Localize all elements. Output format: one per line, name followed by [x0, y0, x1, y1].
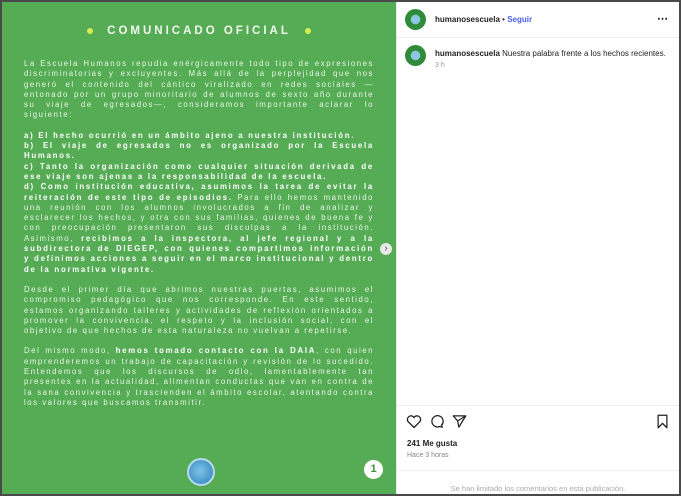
- action-bar: [397, 405, 679, 495]
- like-heart-icon[interactable]: [406, 414, 422, 429]
- next-slide-button[interactable]: ›: [380, 243, 392, 255]
- post-title: [2, 25, 396, 37]
- title-text: COMUNICADO OFICIAL: [107, 25, 291, 37]
- bold-text: recibimos a la inspectora, al jefe regional y a la subdirectora de DIEGEP, con quienes compartimos información y definimos acciones a seguir en el marco institucional y dentro de la normativa vigente.: [24, 233, 374, 274]
- text: La Escuela Humanos repudia enérgicamente todo tipo de expresiones discriminatorias y excluyentes. Más allá de la perplejidad que nos generó el contenido del cántico viralizado en redes sociales —entonado por un grupo minoritario de alumnos de sexto año durante su viaje de egresados—, consideramos importante aclarar lo siguiente:: [24, 59, 374, 120]
- follow-button[interactable]: Seguir: [507, 15, 533, 24]
- separator: •: [502, 15, 505, 24]
- caption: [435, 49, 666, 58]
- text: Para ello hemos mantenido una reunión con los alumnos involucrados a fin de analizar y esclarecer los hechos, y otra con sus familias, quienes de buena fe y con preocupación presentaron sus disculpas a la institución. Asimismo,: [24, 192, 374, 243]
- username-link[interactable]: humanosescuela: [435, 15, 500, 24]
- statement-paragraph: [24, 131, 374, 275]
- bullet-dot: [87, 28, 93, 34]
- text: Del mismo modo,: [24, 346, 116, 356]
- school-logo: [187, 458, 215, 486]
- text: Desde el primer día que abrimos nuestras puertas, asumimos el compromiso pedagógico que nos corresponde. En este sentido, estamos organizando talleres y actividades de reflexión orientados a promover la convivencia, el respeto y la inclusión social, con el objetivo de que hechos de esta naturaleza no vuelvan a repetirse.: [24, 284, 374, 336]
- likes-count[interactable]: 241 Me gusta: [407, 439, 458, 448]
- statement-body: [24, 59, 374, 418]
- post-header: [397, 2, 679, 38]
- post-dialog: [2, 2, 679, 494]
- share-send-icon[interactable]: [452, 414, 467, 429]
- statement-paragraph: [24, 59, 374, 121]
- post-image: [2, 2, 396, 494]
- more-options-icon[interactable]: ⋯: [657, 13, 669, 25]
- carousel-dots: [195, 487, 205, 494]
- bold-text: a) El hecho ocurrió en un ámbito ajeno a nuestra institución.: [24, 130, 356, 140]
- caption-username[interactable]: humanosescuela: [435, 49, 500, 58]
- caption-text: Nuestra palabra frente a los hechos recientes.: [502, 49, 666, 58]
- post-time: Hace 3 horas: [407, 452, 449, 459]
- post-sidebar: [396, 2, 679, 494]
- caption-avatar[interactable]: [405, 45, 426, 66]
- comment-icon[interactable]: [429, 414, 444, 429]
- bookmark-icon[interactable]: [656, 414, 669, 429]
- statement-paragraph: [24, 285, 374, 336]
- caption-time: 3 h: [435, 62, 445, 69]
- statement-paragraph: [24, 346, 374, 408]
- bold-text: d) Como institución educativa, asumimos la tarea de evitar la reiteración de este tipo de episodios.: [24, 182, 374, 202]
- avatar[interactable]: [405, 9, 426, 30]
- bold-text: hemos tomado contacto con la DAIA: [115, 346, 317, 356]
- bold-text: c) Tanto la organización como cualquier situación derivada de ese viaje son ajenas a la responsabilidad de la escuela.: [24, 161, 374, 181]
- bold-text: b) El viaje de egresados no es organizado por la Escuela Humanos.: [24, 141, 374, 161]
- bullet-dot: [305, 28, 311, 34]
- text: , con quien emprenderemos un trabajo de capacitación y revisión de lo sucedido. Entendemos que los discursos de odio, lamentablemente tan presentes en la actualidad, alimentan conductas que van en contra de la sana convivencia y trascienden el ámbito escolar, atentando contra los valores que buscamos transmitir.: [24, 346, 375, 407]
- comments-limited-notice: Se han limitado los comentarios en esta publicación.: [397, 470, 679, 493]
- page-number-badge: 1: [364, 460, 383, 479]
